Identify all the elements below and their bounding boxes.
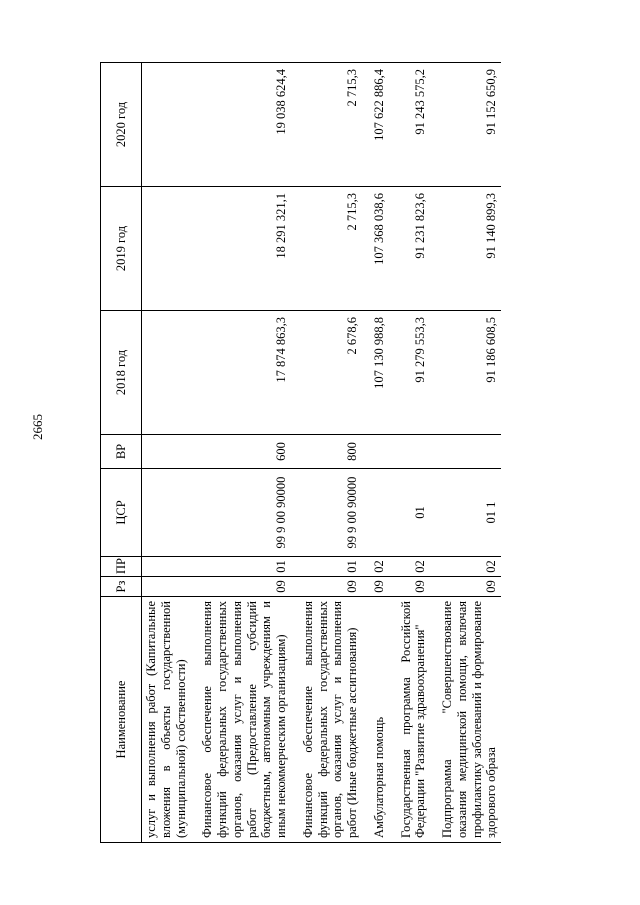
table-header-row xyxy=(101,63,142,843)
row-pr: 02 xyxy=(438,557,501,577)
row-rz: 09 xyxy=(397,577,431,597)
row-pr: 02 xyxy=(370,557,389,577)
row-csr: 01 1 xyxy=(438,469,501,557)
row-name: Подпрограмма "Совершенствование оказания медицинской помощи, включая профилактику заболеваний и формирование здорового образа xyxy=(438,597,501,843)
row-2020: 2 715,3 xyxy=(299,63,362,187)
budget-table-rotated xyxy=(100,63,610,843)
row-2020: 91 243 575,2 xyxy=(397,63,431,187)
row-rz: 09 xyxy=(438,577,501,597)
row-2019: 91 231 823,6 xyxy=(397,187,431,311)
row-gap xyxy=(190,63,198,843)
header-2018: 2018 год xyxy=(101,311,142,435)
row-vr: 600 xyxy=(198,435,291,469)
row-name: услуг и выполнения работ (Капитальные вложения в объекты государственной (муниципальной) собственности) xyxy=(142,597,191,843)
row-name: Финансовое обеспечение выполнения функций федеральных государственных органов, оказания услуг и выполнения работ (Иные бюджетные ассигнования) xyxy=(299,597,362,843)
row-2018: 91 186 608,5 xyxy=(438,311,501,435)
page-number: 2665 xyxy=(30,414,45,440)
row-csr xyxy=(370,469,389,557)
row-name: Государственная программа Российской Федерации "Развитие здравоохранения" xyxy=(397,597,431,843)
row-2018: 2 678,6 xyxy=(299,311,362,435)
header-pr: ПР xyxy=(101,557,142,577)
row-2020 xyxy=(142,63,191,187)
row-gap xyxy=(291,63,299,843)
header-2019: 2019 год xyxy=(101,187,142,311)
table-row xyxy=(370,63,389,843)
row-pr xyxy=(142,557,191,577)
row-2020: 107 622 886,4 xyxy=(370,63,389,187)
row-pr: 01 xyxy=(198,557,291,577)
row-csr: 99 9 00 90000 xyxy=(299,469,362,557)
row-2019 xyxy=(142,187,191,311)
row-rz xyxy=(142,577,191,597)
table-row xyxy=(142,63,191,843)
row-2019: 18 291 321,1 xyxy=(198,187,291,311)
row-2019: 91 140 899,3 xyxy=(438,187,501,311)
table-row xyxy=(397,63,431,843)
row-vr xyxy=(438,435,501,469)
header-vr: ВР xyxy=(101,435,142,469)
row-vr xyxy=(142,435,191,469)
row-csr: 01 xyxy=(397,469,431,557)
header-rz: Рз xyxy=(101,577,142,597)
row-2020: 19 038 624,4 xyxy=(198,63,291,187)
row-2018: 107 130 988,8 xyxy=(370,311,389,435)
row-pr: 01 xyxy=(299,557,362,577)
row-2019: 107 368 038,6 xyxy=(370,187,389,311)
row-pr: 02 xyxy=(397,557,431,577)
row-2020: 91 152 650,9 xyxy=(438,63,501,187)
row-2018 xyxy=(142,311,191,435)
header-csr: ЦСР xyxy=(101,469,142,557)
table-row xyxy=(299,63,362,843)
row-2019: 2 715,3 xyxy=(299,187,362,311)
row-rz: 09 xyxy=(198,577,291,597)
header-2020: 2020 год xyxy=(101,63,142,187)
row-gap xyxy=(430,63,438,843)
budget-table xyxy=(100,62,501,843)
row-name: Финансовое обеспечение выполнения функций федеральных государственных органов, оказания услуг и выполнения работ (Предоставление субсидий бюджетным, автономным учреждениям и иным некоммерческим организациям) xyxy=(198,597,291,843)
row-vr xyxy=(397,435,431,469)
row-2018: 17 874 863,3 xyxy=(198,311,291,435)
row-rz: 09 xyxy=(299,577,362,597)
table-row xyxy=(198,63,291,843)
row-csr: 99 9 00 90000 xyxy=(198,469,291,557)
row-vr xyxy=(370,435,389,469)
row-vr: 800 xyxy=(299,435,362,469)
row-gap xyxy=(362,63,370,843)
row-2018: 91 279 553,3 xyxy=(397,311,431,435)
row-gap xyxy=(389,63,397,843)
table-row xyxy=(438,63,501,843)
row-rz: 09 xyxy=(370,577,389,597)
header-name: Наименование xyxy=(101,597,142,843)
row-csr xyxy=(142,469,191,557)
row-name: Амбулаторная помощь xyxy=(370,597,389,843)
